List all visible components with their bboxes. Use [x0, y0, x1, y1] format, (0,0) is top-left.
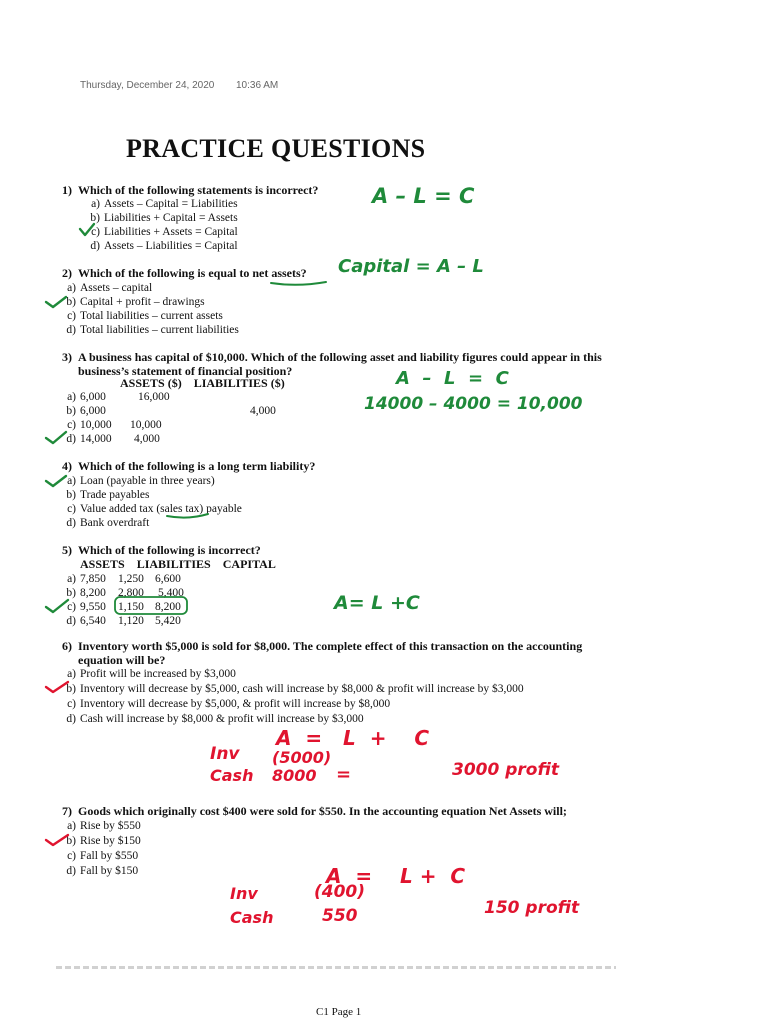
q7-option-b: b) Rise by $150	[66, 835, 141, 847]
note-q6-inv-value: (5000)	[272, 748, 332, 767]
q5-row-d: d) 6,540	[66, 615, 106, 627]
note-q6-equation: A = L + C	[276, 726, 430, 750]
note-q7-equation: A = L + C	[326, 864, 466, 888]
q3-row-d-liab: 4,000	[134, 433, 160, 445]
note-q6-cash-label: Cash	[210, 766, 254, 785]
q3-table-headers: ASSETS ($) LIABILITIES ($)	[120, 376, 285, 390]
q4-option-c: c) Value added tax (sales tax) payable	[67, 503, 242, 515]
q1-option-a: a) Assets – Capital = Liabilities	[91, 198, 238, 210]
q3-row-a-liab: 16,000	[138, 391, 170, 403]
q5-row-d-liab: 1,120	[118, 615, 144, 627]
page-footer: C1 Page 1	[316, 1006, 362, 1018]
q1-option-c: c) Liabilities + Assets = Capital	[91, 226, 238, 238]
q3-row-d: d) 14,000	[66, 433, 112, 445]
q6-option-c: c) Inventory will decrease by $5,000, & profit will increase by $8,000	[67, 698, 391, 710]
q5-row-b-liab: 2,800	[118, 587, 144, 599]
note-q2-equation: Capital = A – L	[338, 256, 484, 277]
question-3-line-2: business’s statement of financial position?	[78, 364, 293, 378]
note-q7-cash-value: 550	[322, 906, 358, 926]
q5-row-b: b) 8,200	[66, 587, 106, 599]
q2-option-d: d) Total liabilities – current liabilities	[66, 324, 239, 336]
q6-option-b: b) Inventory will decrease by $5,000, cash will increase by $8,000 & profit will increase by $3,000	[66, 683, 524, 695]
note-q6-profit: 3000 profit	[452, 760, 559, 780]
q3-row-c-liab: 10,000	[130, 419, 162, 431]
q4-option-b: b) Trade payables	[66, 489, 150, 501]
note-q6-inv-label: Inv	[210, 744, 240, 764]
q5-row-d-cap: 5,420	[155, 615, 181, 627]
question-3-line-1: 3) A business has capital of $10,000. Which of the following asset and liability figures could appear in this	[62, 350, 602, 364]
q5-row-a-liab: 1,250	[118, 573, 144, 585]
q7-option-d: d) Fall by $150	[66, 865, 139, 877]
q5-row-c: c) 9,550	[67, 601, 106, 613]
note-q6-cash-value: 8000	[272, 766, 317, 785]
page-date: Thursday, December 24, 2020	[80, 80, 215, 91]
q2-option-c: c) Total liabilities – current assets	[67, 310, 223, 322]
q3-row-b: b) 6,000	[66, 405, 106, 417]
note-q1-equation: A – L = C	[372, 184, 475, 208]
note-q6-equals: =	[336, 764, 352, 785]
q2-option-b: b) Capital + profit – drawings	[66, 296, 205, 308]
note-q7-profit: 150 profit	[484, 898, 580, 918]
page-time: 10:36 AM	[236, 80, 279, 91]
q4-option-a: a) Loan (payable in three years)	[67, 475, 215, 487]
question-7: 7) Goods which originally cost $400 were sold for $550. In the accounting equation Net Assets will;	[62, 804, 567, 818]
q7-option-c: c) Fall by $550	[67, 850, 139, 862]
q6-option-a: a) Profit will be increased by $3,000	[67, 668, 236, 680]
note-q3-calculation: 14000 – 4000 = 10,000	[364, 394, 583, 414]
q5-table-headers: ASSETS LIABILITIES CAPITAL	[80, 557, 276, 571]
q5-row-a: a) 7,850	[67, 573, 106, 585]
page-title: PRACTICE QUESTIONS	[126, 134, 426, 163]
note-q7-cash-label: Cash	[230, 908, 274, 927]
q5-row-c-liab: 1,150	[118, 601, 144, 613]
note-q7-inv-label: Inv	[230, 884, 258, 903]
q1-option-d: d) Assets – Liabilities = Capital	[90, 240, 238, 252]
q5-row-b-cap: 5,400	[158, 587, 184, 599]
q3-row-c: c) 10,000	[67, 419, 112, 431]
q2-net-assets-underline	[271, 282, 326, 285]
cut-off-text-line	[56, 966, 616, 969]
q3-row-a: a) 6,000	[67, 391, 106, 403]
note-q5-equation: A= L +C	[334, 592, 420, 614]
question-1: 1) Which of the following statements is incorrect?	[62, 183, 319, 197]
question-2: 2) Which of the following is equal to net assets?	[62, 266, 307, 280]
note-q7-inv-value: (400)	[314, 882, 366, 902]
q1-option-b: b) Liabilities + Capital = Assets	[90, 212, 238, 224]
q6-option-d: d) Cash will increase by $8,000 & profit will increase by $3,000	[66, 713, 364, 725]
question-4: 4) Which of the following is a long term liability?	[62, 459, 316, 473]
q3-row-b-liab: 4,000	[250, 405, 276, 417]
q5-row-a-cap: 6,600	[155, 573, 181, 585]
question-5: 5) Which of the following is incorrect?	[62, 543, 261, 557]
q4-option-d: d) Bank overdraft	[66, 517, 150, 529]
question-6-line-2: equation will be?	[78, 653, 166, 667]
question-6-line-1: 6) Inventory worth $5,000 is sold for $8,000. The complete effect of this transaction on the accounting	[62, 639, 583, 653]
q7-option-a: a) Rise by $550	[67, 820, 141, 832]
note-q3-equation: A – L = C	[396, 368, 509, 389]
q5-row-c-cap: 8,200	[155, 601, 181, 613]
q2-option-a: a) Assets – capital	[67, 282, 153, 294]
